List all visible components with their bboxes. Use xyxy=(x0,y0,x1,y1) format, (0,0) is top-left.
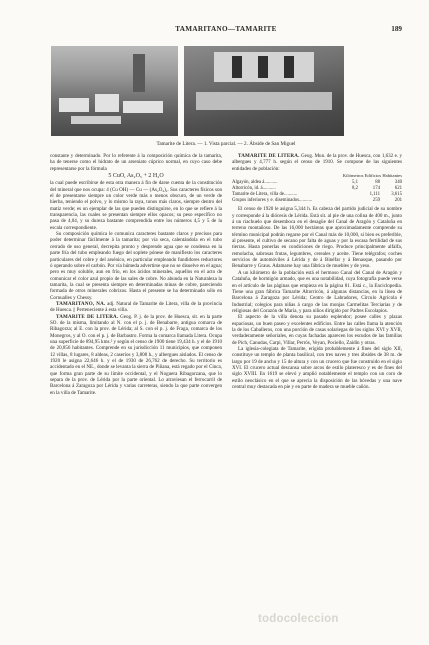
entry-heading: TAMARITANO, NA. xyxy=(56,300,106,307)
row-km xyxy=(336,198,358,204)
entry-tamaritano xyxy=(50,301,222,314)
row-habitantes: 3,615 xyxy=(391,192,402,198)
photo-vista-parcial xyxy=(51,46,178,136)
page-number: 189 xyxy=(391,25,402,33)
entry-tamarite-partido xyxy=(50,314,222,396)
row-habitantes: 621 xyxy=(394,186,402,192)
photo-abside-san-miguel xyxy=(184,46,344,136)
chemical-formula: 5 CuO, As₂O₅ + 2 H₂O xyxy=(108,173,164,180)
page-header xyxy=(50,25,402,37)
paragraph: La iglesia-colegiata de Tamarite, erigida probablemente á fines del siglo XII, constituye un templo de planta basilical, con tres naves y tres ábsides de 38 m. de largo por 19 de ancho y 15 de altura y con un crucero que fue construido en el siglo XVI. El crucero actual descansa sobre arcos de estilo plateresco y es de fines del siglo XVIII. En 1619 se elevó y amplió notablemente el templo con un coro de estilo neoclásico en el que se aprecia la disposición de las bóvedas y una nave central muy destacada en pie y en parte de madera se mueble cañón. xyxy=(232,345,402,390)
entry-text: Geog. Mun. de la prov. de Huesca, con 1,632 e. y albergues y 4,777 h. según el censo de 1910. Se compone de las siguientes entidades de población: xyxy=(232,153,402,172)
row-name: Altorricón, id. á........... xyxy=(232,186,276,192)
paragraph: El aspecto de la villa denota su pasado esplendor; posee calles y plazas espaciosas, un buen paseo y excelentes edificios. Entre las calles llama la atención la de los Caballeros, con una porción de casas solariegas de los siglos XVI y XVII, verdaderamente señoriales, en cuyas fachadas aparecen los escudos de las familias de Pich, Canudas, Carpi, Villar, Perrós, Veyan, Pociello, Zaidín y otras. xyxy=(232,314,402,346)
entry-heading: TAMARITE DE LITERA. xyxy=(238,153,300,159)
paragraph: El censo de 1920 le asigna 5,344 h. Es cabeza del partido judicial de su nombre y corresponde á la diócesis de Lérida. Está sit. al pie de una colina de 400 m., junto á un riachuelo que desemboca en el desagüe del Canal de Aragón y Cataluña en terreno montañoso. De las 16,000 hectáreas que aproximadamente comprende su término municipal podrán regarse por el Canal más de 10,000, si bien es preferible, al presente, el cultivo de secano por falta de aguas y por la escasa fertilidad de sus tierras. Hasta ponerlas en condiciones de riego. Produce principalmente alfalfa, remolacha, sabrosas frutas, legumbres, cereales y aceite. Tiene telégrafos; coches servicios de automóviles á Lérida y de á Binéfar y á Benasque, pasando por Benabarre y Graus. Adamarse hay una fábrica de muebles y de yeso. xyxy=(232,206,402,270)
entry-text: Geog. P. j. de la prov. de Huesca, sit. en la parte SO. de la misma, limitando al N. con el p. j. de Benabarre, antigua comarca de Ribagorza; al E. con la prov. de Lérida; al S. con el p. j. de Fraga, comarca de los Monegros, y al O. con el p. j. de Barbastro. Forma la comarca llamada Litera. Ocupa una superficie de 894,95 kms.² y según el censo de 1900 tiene 19,434 h. y el de 1910 de 20,856 habitantes. Comprende en su jurisdicción 11 municipios, que componen 12 villas, 8 lugares, 8 aldeas, 2 caseríos y 3,808 h., y albergues aislados. El censo de 1920 le asigna 22,646 h. y el de 1930 de 26,762 de derecho. Su territorio es accidentado en el NE., donde se levanta la sierra de Piñana, está regado por el Cinca, que forma gran parte de su límite occidental, y el Noguera Ribagorzana, que lo separa de la prov. de Lérida por la parte oriental. Lo atraviesan el ferrocarril de Barcelona á Zaragoza por Lérida y varias carreteras, siendo la que parte convergen en la villa de Tamarite. xyxy=(50,313,222,396)
row-habitantes: 340 xyxy=(394,180,402,186)
table-header: Kilómetros Edificios Habitantes xyxy=(342,173,402,179)
entry-heading: TAMARITE DE LITERA. xyxy=(56,313,119,320)
row-habitantes: 201 xyxy=(394,198,402,204)
row-edificios: 259 xyxy=(372,198,380,204)
row-edificios: 88 xyxy=(375,180,380,186)
row-name: Grupos inferiores y e. diseminados........... xyxy=(232,198,313,204)
entry-tamarite-municipio xyxy=(232,153,402,172)
population-table xyxy=(232,180,402,204)
figure-caption: Tamarite de Litera. — 1. Vista parcial. — 2. Ábside de San Miguel xyxy=(156,141,296,147)
row-name: Algayón, aldea á........... xyxy=(232,180,278,186)
paragraph: la cual puede escribirse de esta otra manera á fin de darse cuenta de la constitución del mineral que nos ocupa: 4 (Cu OH) — Cu — (As₂O₄)₂. Sus caracteres físicos son el de presentarse siempre un color verde más o menos obscuro, de un verde de hierba, teniendo el polvo, y lo mismo la raya, tonos más claros, siempre dentro del matiz verde; es un ejemplar de las que pueden distinguirse, en lo que se refiere á la transparencia, las cuales se presentan siempre ellos opacos; su peso específico no pasa de 4,04, y su dureza bastante comprendida entre los números 4,5 y 5 de la escala correspondiente. xyxy=(50,180,222,231)
paragraph: Su composición química le comunica caracteres bastante claros y precisos para poder determinar fácilmente á la tamarita; por vía seca, calentándola en el tubo cerrado de uso general, decrepita pronto y desprende agua que se condensa en la parte fría del tubo empleando fuego del soplete pónese de manifiesto los caracteres particulares del cobre y del arsénico, en particular empleando fundidores reductores ó operando sobre el carbón. Por vía húmeda advertirse que no se disuelve en el agua; pero es muy soluble, aun en frío, en los ácidos minerales, aquellos en el acto de comunicar el color azul propio de las sales de cobre. No abunda en la Naturaleza la tamarita, la cual se presenta siempre en determinadas minas de cobre, pareciendo formada de otros minerales cobrizos. Hasta el presente se ha determinado sólo en Cornualles y Chessy. xyxy=(50,231,222,301)
left-column xyxy=(50,153,222,396)
photo-tower-shape xyxy=(133,54,145,92)
entry-text: adj. Natural de Tamarite de Litera, villa de la provincia de Huesca. || Perteneciente á esta villa. xyxy=(50,300,222,314)
right-column xyxy=(232,153,402,390)
table-row xyxy=(232,198,402,204)
row-km: 5,1 xyxy=(352,180,358,186)
watermark: todocoleccion xyxy=(258,613,339,625)
running-title: TAMARITANO—TAMARITE xyxy=(175,25,277,33)
paragraph: constante y determinado. Por lo referente á la composición química de la tamarita, ha de tenerse como el hidrato de un arseniato cúprico normal, en cuyo caso debe representarse por la fórmula xyxy=(50,153,222,172)
row-name: Tamarite de Litera, villa de........... xyxy=(232,192,298,198)
row-km: 8,2 xyxy=(352,186,358,192)
row-edificios: 1,111 xyxy=(369,192,380,198)
paragraph: A un kilómetro de la población está el hermoso Canal del Canal de Aragón y Cataluña, de hormigón armado, que es una notabilidad, cuya fotografía puede verse en el artículo de las páginas que empieza en la página 81. Está c., la Enciclopedia. Tiene una gran fábrica Tamarite Altorricón, á algunas distancias, en la línea de Barcelona á Zaragoza por Lérida; Centro de Labradores, Círculo Agrícola é Industrial; colegios para niñas á cargo de las monjas Carmelitas Terciarias y de religiosas del Corazón de María, y para niños dirigido por Padres Escolapios. xyxy=(232,269,402,314)
row-edificios: 174 xyxy=(372,186,380,192)
